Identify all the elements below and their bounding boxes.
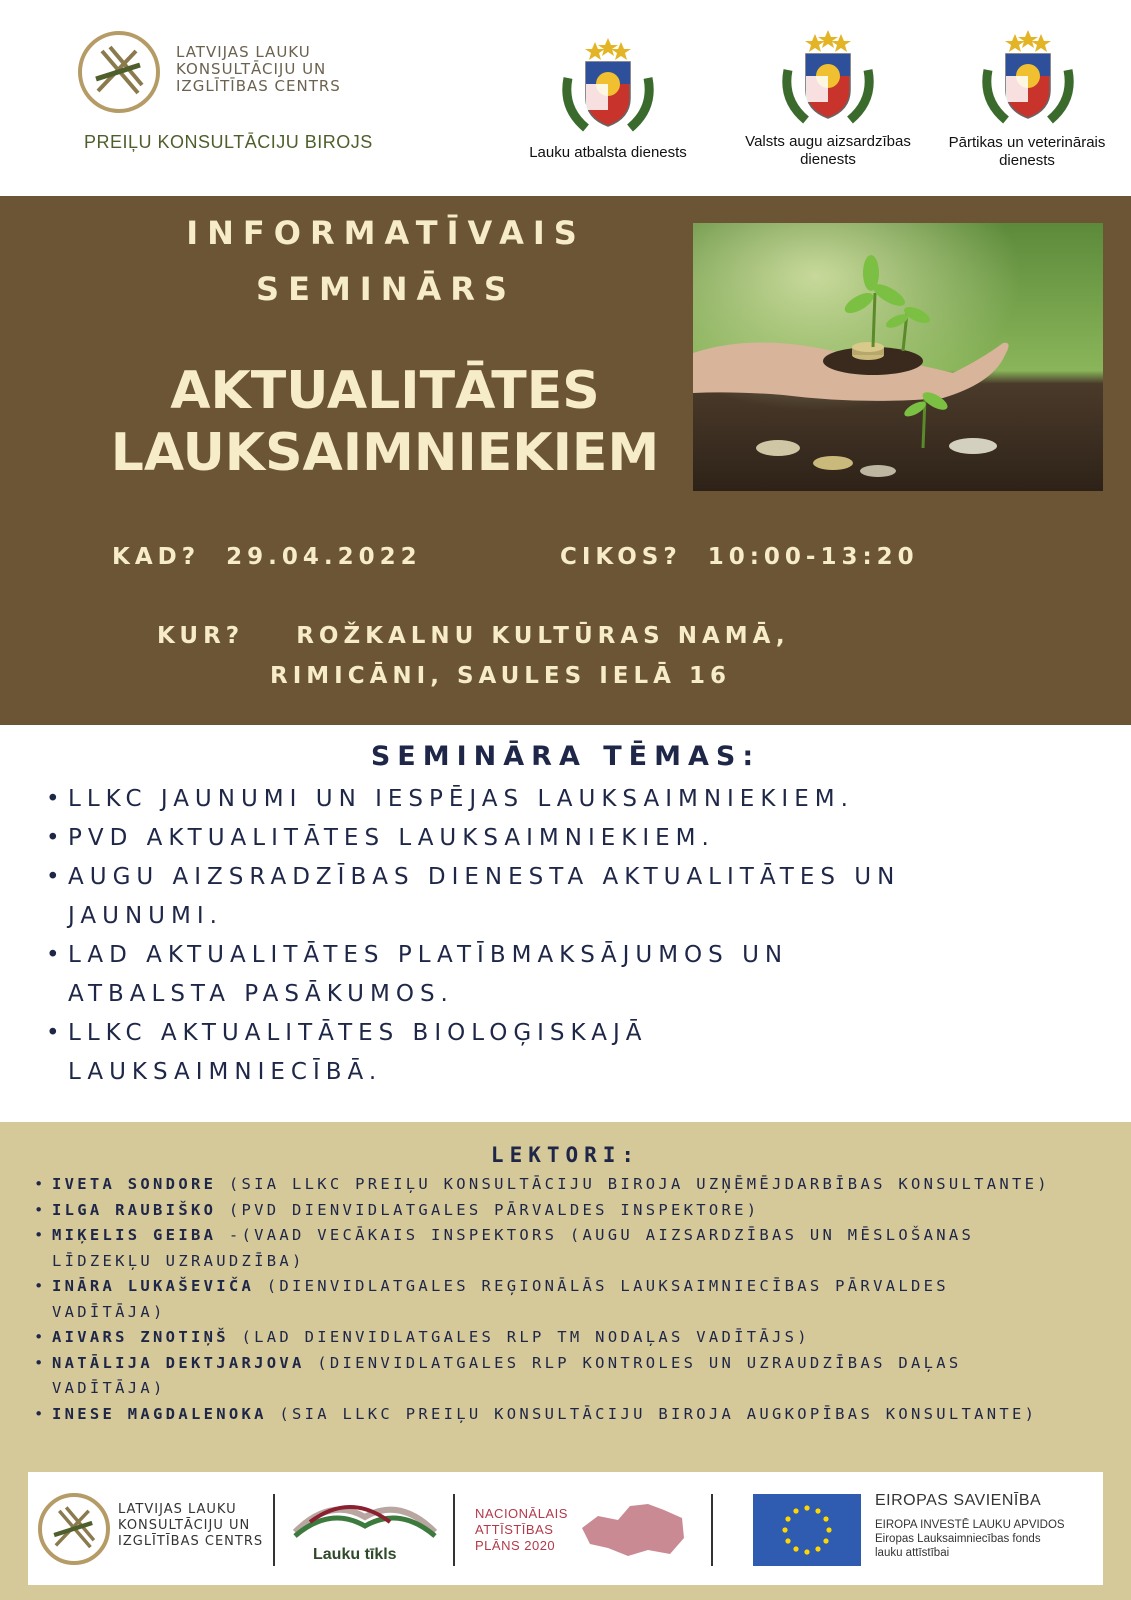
footer-logos bbox=[28, 1472, 1103, 1585]
crest-caption: Pārtikas un veterinārais dienests bbox=[948, 134, 1106, 169]
eu-flag-icon bbox=[753, 1494, 861, 1566]
bullet-icon: • bbox=[34, 1175, 47, 1193]
bullet-icon: • bbox=[34, 1404, 47, 1423]
headline: AKTUALITĀTES LAUKSAIMNIEKIEM bbox=[110, 361, 660, 483]
bullet-icon: • bbox=[46, 825, 66, 851]
topic-item: • LLKC JAUNUMI UN IESPĒJAS LAUKSAIMNIEKIEM. bbox=[68, 780, 854, 819]
bullet-icon: • bbox=[46, 1020, 66, 1046]
llkc-logo-text: LATVIJAS LAUKU KONSULTĀCIJU UN IZGLĪTĪBAS CENTRS bbox=[176, 43, 341, 95]
kicker-line-1: INFORMATĪVAIS bbox=[186, 214, 586, 252]
lecturers-title: LEKTORI: bbox=[490, 1143, 641, 1167]
topics-title: SEMINĀRA TĒMAS: bbox=[370, 741, 761, 772]
bullet-icon: • bbox=[34, 1328, 47, 1346]
crest-caption: Valsts augu aizsardzības dienests bbox=[745, 133, 911, 168]
eu-text: EIROPA INVESTĒ LAUKU APVIDOS Eiropas Lauksaimniecības fonds lauku attīstībai bbox=[875, 1519, 1065, 1559]
time-line: CIKOS? 10:00-13:20 bbox=[560, 544, 919, 570]
bullet-icon: • bbox=[34, 1277, 47, 1295]
lecturer-item: • ILGA RAUBIŠKO (PVD DIENVIDLATGALES PĀRVALDES INSPEKTORE) bbox=[52, 1198, 1122, 1224]
bullet-icon: • bbox=[46, 942, 66, 968]
lecturer-item: • NATĀLIJA DEKTJARJOVA (DIENVIDLATGALES RLP KONTROLES UN UZRAUDZĪBAS DAĻAS VADĪTĀJA) bbox=[52, 1351, 1122, 1402]
lecturer-item: • INĀRA LUKAŠEVIČA (DIENVIDLATGALES REĢIONĀLĀS LAUKSAIMNIECĪBAS PĀRVALDES VADĪTĀJA) bbox=[52, 1274, 1122, 1325]
topic-item: • LAD AKTUALITĀTES PLATĪBMAKSĀJUMOS UN ATBALSTA PASĀKUMOS. bbox=[68, 936, 788, 1014]
nap-text: NACIONĀLAIS ATTĪSTĪBAS PLĀNS 2020 bbox=[475, 1506, 568, 1553]
topic-item: • PVD AKTUALITĀTES LAUKSAIMNIEKIEM. bbox=[68, 819, 715, 858]
crest-caption: Lauku atbalsta dienests bbox=[529, 144, 687, 161]
bullet-icon: • bbox=[46, 786, 66, 812]
llkc-logo-icon bbox=[38, 1493, 110, 1565]
lauku-tikls-text: Lauku tīkls bbox=[313, 1546, 397, 1563]
llkc-logo-icon bbox=[78, 31, 160, 113]
divider bbox=[711, 1494, 713, 1566]
eu-title: EIROPAS SAVIENĪBA bbox=[875, 1492, 1042, 1509]
coat-of-arms-icon bbox=[778, 30, 878, 126]
bureau-name: PREIĻU KONSULTĀCIJU BIROJS bbox=[84, 132, 373, 152]
lauku-tikls-logo-icon bbox=[290, 1492, 440, 1542]
lecturer-item: • IVETA SONDORE (SIA LLKC PREIĻU KONSULTĀCIJU BIROJA UZŅĒMĒJDARBĪBAS KONSULTANTE) bbox=[52, 1172, 1122, 1198]
bullet-icon: • bbox=[34, 1226, 47, 1244]
lecturers-list bbox=[34, 1172, 1122, 1427]
where-line-2: RIMICĀNI, SAULES IELĀ 16 bbox=[270, 663, 731, 689]
bullet-icon: • bbox=[34, 1353, 47, 1372]
seedlings-coins-image bbox=[693, 223, 1103, 491]
topic-item: • AUGU AIZSRADZĪBAS DIENESTA AKTUALITĀTES UN JAUNUMI. bbox=[68, 858, 900, 936]
latvia-map-icon bbox=[578, 1498, 688, 1562]
bullet-icon: • bbox=[46, 864, 66, 890]
coat-of-arms-icon bbox=[978, 30, 1078, 126]
coat-of-arms-icon bbox=[558, 38, 658, 134]
topic-item: • LLKC AKTUALITĀTES BIOLOĢISKAJĀ LAUKSAIMNIECĪBĀ. bbox=[68, 1014, 647, 1092]
where-line-1: KUR? ROŽKALNU KULTŪRAS NAMĀ, bbox=[157, 623, 790, 649]
divider bbox=[273, 1494, 275, 1566]
divider bbox=[453, 1494, 455, 1566]
bullet-icon: • bbox=[34, 1200, 47, 1219]
lecturer-item: • INESE MAGDALENOKA (SIA LLKC PREIĻU KONSULTĀCIJU BIROJA AUGKOPĪBAS KONSULTANTE) bbox=[52, 1402, 1122, 1428]
llkc-footer-text: LATVIJAS LAUKU KONSULTĀCIJU UN IZGLĪTĪBAS CENTRS bbox=[118, 1502, 264, 1549]
lecturer-item: • MIĶELIS GEIBA -(VAAD VECĀKAIS INSPEKTORS (AUGU AIZSARDZĪBAS UN MĒSLOŠANAS LĪDZEKĻU UZRAUDZĪBA) bbox=[52, 1223, 1122, 1274]
lecturer-item: • AIVARS ZNOTIŅŠ (LAD DIENVIDLATGALES RLP TM NODAĻAS VADĪTĀJS) bbox=[52, 1325, 1122, 1351]
kicker-line-2: SEMINĀRS bbox=[256, 270, 516, 308]
header bbox=[0, 0, 1131, 196]
date-line: KAD? 29.04.2022 bbox=[112, 544, 422, 570]
